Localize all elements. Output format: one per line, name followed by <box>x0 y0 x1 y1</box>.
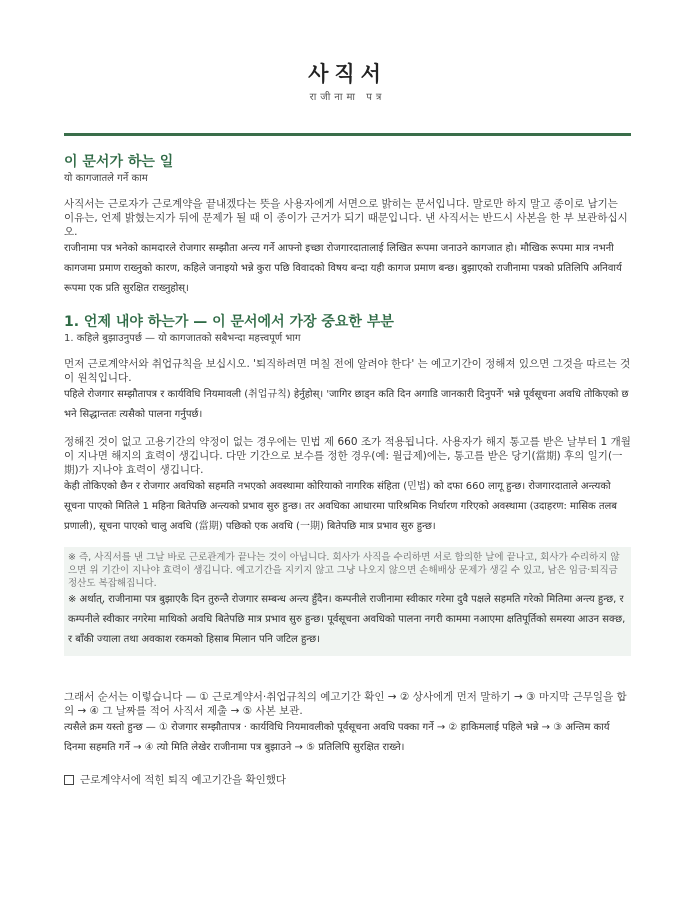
paragraph-korean: 먼저 근로계약서와 취업규칙을 보십시오. '퇴직하려면 며칠 전에 알려야 한다' 는 예고기간이 정해져 있으면 그것을 따르는 것이 원칙입니다. <box>64 358 631 384</box>
note-box <box>64 547 631 656</box>
section-purpose <box>64 153 631 299</box>
page-title: 사직서 <box>308 62 387 86</box>
section-heading: 이 문서가 하는 일 <box>64 154 174 170</box>
header-divider <box>64 133 631 136</box>
document-body <box>64 153 631 787</box>
page-subtitle: राजीनामा पत्र <box>309 92 386 103</box>
checklist-item[interactable] <box>64 772 631 787</box>
paragraph-korean: 사직서는 근로자가 근로계약을 끝내겠다는 뜻을 사용자에게 서면으로 밝히는 문서입니다. 말로만 하지 말고 종이로 남기는 이유는, 언제 밝혔는지가 뒤에 문제가 될 때 이 종이가 근거가 되기 때문입니다. 낸 사직서는 반드시 사본을 한 부 보관하십시오. <box>64 198 628 238</box>
paragraph-group <box>64 357 631 425</box>
section-heading: 1. 언제 내야 하는가 — 이 문서에서 가장 중요한 부분 <box>64 314 394 330</box>
note-korean: ※ 즉, 사직서를 낸 그날 바로 근로관계가 끝나는 것이 아닙니다. 회사가 사직을 수리하면 서로 합의한 날에 끝나고, 회사가 수리하지 않으면 위 기간이 지나야 효력이 생깁니다. 예고기간을 지키지 않고 그냥 나오지 않으면 손해배상 문제가 생길 수 있고, 남은 임금·퇴직금 정산도 복잡해집니다. <box>68 552 620 589</box>
checklist-item-label: 근로계약서에 적힌 퇴직 예고기간을 확인했다 <box>80 774 287 786</box>
section-heading-translation: यो कागजातले गर्ने काम <box>64 173 148 184</box>
section-when-to-submit <box>64 313 631 656</box>
paragraph-nepali: पहिले रोजगार सम्झौतापत्र र कार्यविधि नियमावली (취업규칙) हेर्नुहोस्। 'जागिर छाड्न कति दिन अगाडि जानकारी दिनुपर्ने' भन्ने पूर्वसूचना अवधि तोकिएको छ भने सिद्धान्ततः त्यसैको पालना गर्नुपर्छ। <box>64 389 629 420</box>
paragraph-korean: 그래서 순서는 이렇습니다 — ① 근로계약서·취업규칙의 예고기간 확인 → ② 상사에게 먼저 말하기 → ③ 마지막 근무일을 합의 → ④ 그 날짜를 적어 사직서 제출 → ⑤ 사본 보관. <box>64 691 627 717</box>
paragraph-nepali: केही तोकिएको छैन र रोजगार अवधिको सहमति नभएको अवस्थामा कोरियाको नागरिक संहिता (민법) को दफा 660 लागू हुन्छ। रोजगारदाताले अन्त्यको सूचना पाएको मितिले 1 महिना बितेपछि अन्त्यको प्रभाव सुरु हुन्छ। तर अवधिका आधारमा पारिश्रमिक निर्धारण गरिएको अवस्थामा (उदाहरण: मासिक तलब प्रणाली), सूचना पाएको चालु अवधि (當期) पछिको एक अवधि (一期) बितेपछि मात्र प्रभाव सुरु हुन्छ। <box>64 481 618 532</box>
note-nepali: ※ अर्थात्, राजीनामा पत्र बुझाएकै दिन तुरुन्तै रोजगार सम्बन्ध अन्त्य हुँदैन। कम्पनीले राजीनामा स्वीकार गरेमा दुवै पक्षले सहमति गरेको मितिमा अन्त्य हुन्छ, र कम्पनीले स्वीकार नगरेमा माथिको अवधि बितेपछि मात्र प्रभाव सुरु हुन्छ। पूर्वसूचना अवधिको पालना नगरी काममा नआएमा क्षतिपूर्तिको समस्या आउन सक्छ, र बाँकी ज्याला तथा अवकाश रकमको हिसाब मिलान पनि जटिल हुन्छ। <box>68 594 626 645</box>
paragraph-nepali: त्यसैले क्रम यस्तो हुन्छ — ① रोजगार सम्झौतापत्र · कार्यविधि नियमावलीको पूर्वसूचना अवधि पक्का गर्ने → ② हाकिमलाई पहिले भन्ने → ③ अन्तिम कार्य दिनमा सहमति गर्ने → ④ त्यो मिति लेखेर राजीनामा पत्र बुझाउने → ⑤ प्रतिलिपि सुरक्षित राख्ने। <box>64 722 610 753</box>
section-procedure <box>64 690 631 758</box>
paragraph-korean: 정해진 것이 없고 고용기간의 약정이 없는 경우에는 민법 제 660 조가 적용됩니다. 사용자가 해지 통고를 받은 날부터 1 개월이 지나면 해지의 효력이 생깁니다. 다만 기간으로 보수를 정한 경우(예: 월급제)에는, 통고를 받은 당기(當期) 후의 일기(一期)가 지나야 효력이 생깁니다. <box>64 436 631 476</box>
paragraph-group <box>64 435 631 537</box>
section-heading-translation: 1. कहिले बुझाउनुपर्छ — यो कागजातको सबैभन्दा महत्त्वपूर्ण भाग <box>64 333 301 344</box>
paragraph-nepali: राजीनामा पत्र भनेको कामदारले रोजगार सम्झौता अन्त्य गर्ने आफ्नो इच्छा रोजगारदातालाई लिखित रूपमा जनाउने कागजात हो। मौखिक रूपमा मात्र नभनी कागजमा प्रमाण राख्नुको कारण, कहिले जनाइयो भन्ने कुरा पछि विवादको विषय बन्दा यही कागज प्रमाण बन्छ। बुझाएको राजीनामा पत्रको प्रतिलिपि अनिवार्य रूपमा एक प्रति सुरक्षित राख्नुहोस्। <box>64 243 622 294</box>
checkbox[interactable] <box>64 775 74 785</box>
